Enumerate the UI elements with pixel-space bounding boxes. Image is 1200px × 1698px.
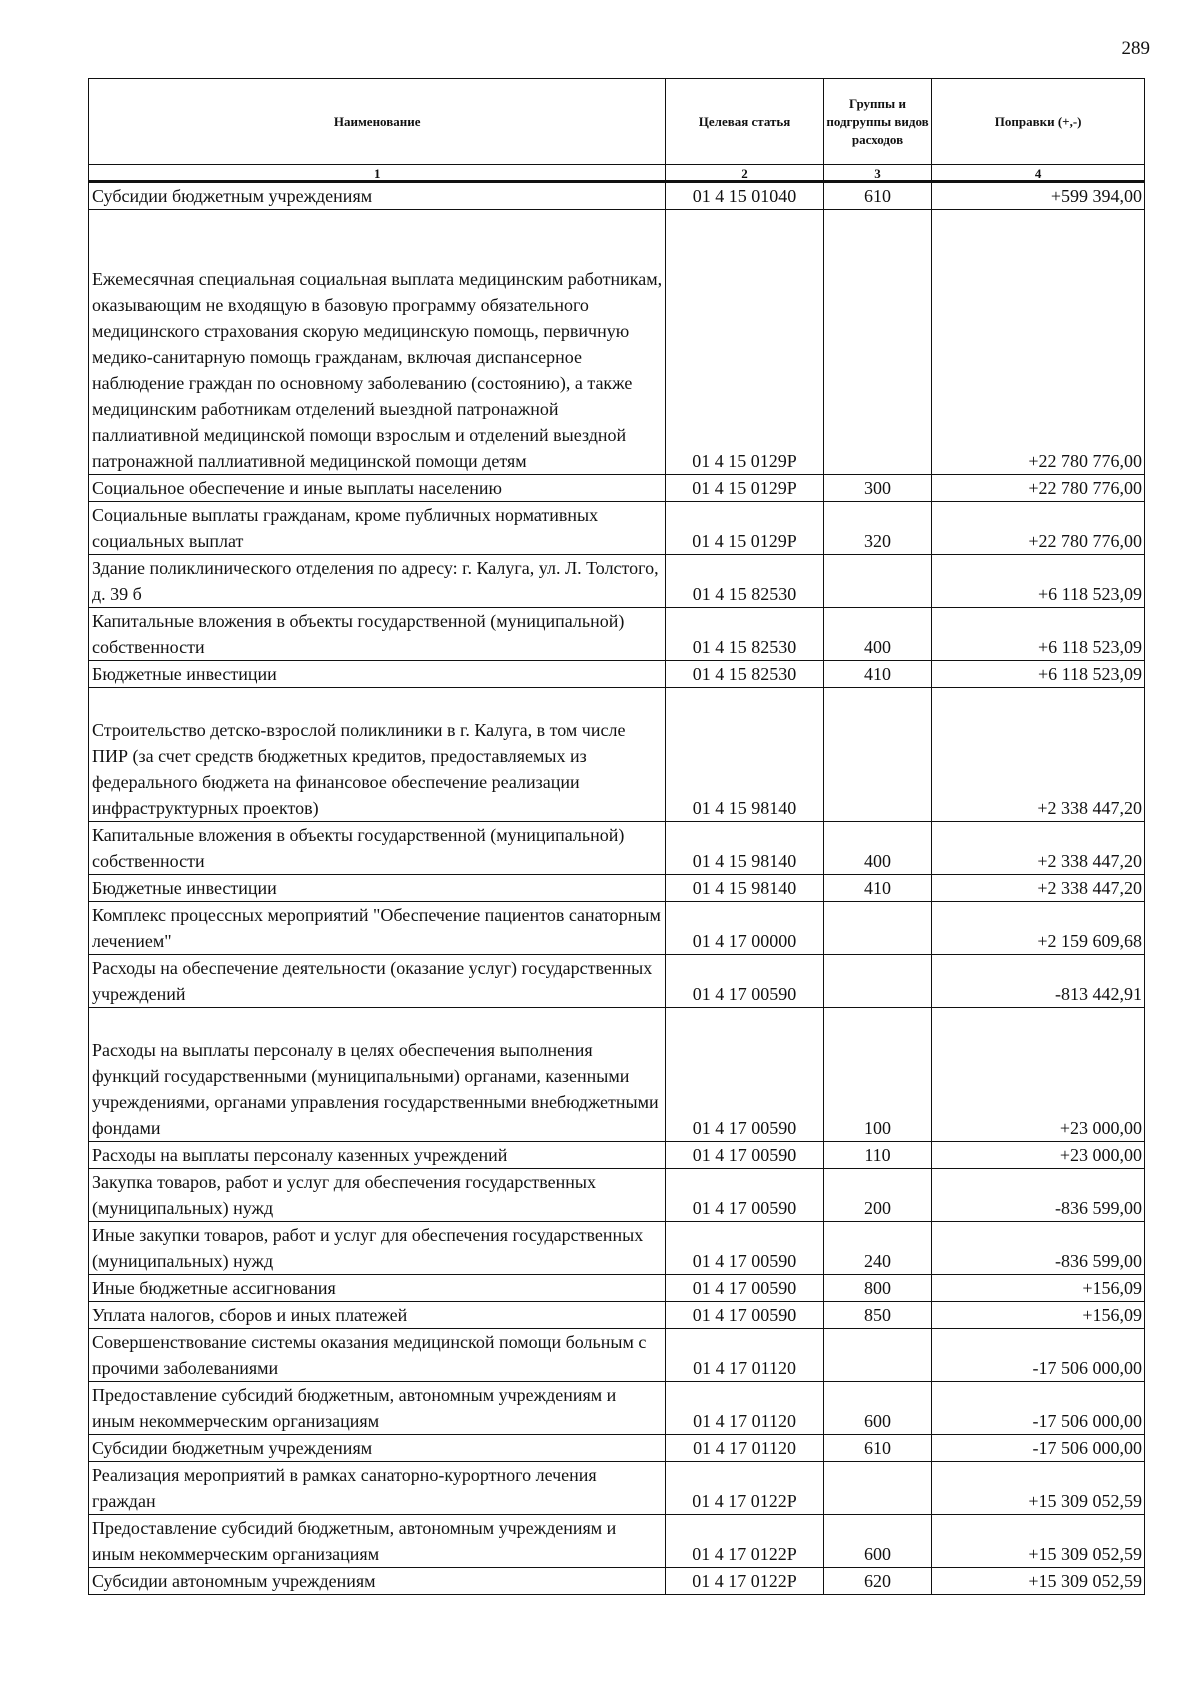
row-name: Иные бюджетные ассигнования [89,1275,666,1302]
row-target-code: 01 4 15 01040 [666,182,823,210]
row-name: Капитальные вложения в объекты государственной (муниципальной) собственности [89,608,666,661]
table-row [89,475,1145,502]
row-name: Реализация мероприятий в рамках санаторно-курортного лечения граждан [89,1462,666,1515]
row-amount: +23 000,00 [932,1142,1145,1169]
row-target-code: 01 4 17 0122Р [666,1568,823,1595]
row-name: Бюджетные инвестиции [89,661,666,688]
table-row [89,1302,1145,1329]
row-group-code: 240 [823,1222,932,1275]
table-row [89,1222,1145,1275]
row-group-code: 600 [823,1515,932,1568]
row-amount: -813 442,91 [932,955,1145,1008]
row-name: Субсидии автономным учреждениям [89,1568,666,1595]
header-target: Целевая статья [666,79,823,165]
row-group-code: 610 [823,1435,932,1462]
row-amount: -17 506 000,00 [932,1329,1145,1382]
row-name: Субсидии бюджетным учреждениям [89,1435,666,1462]
row-amount: +2 159 609,68 [932,902,1145,955]
row-group-code: 100 [823,1008,932,1142]
row-target-code: 01 4 17 00590 [666,955,823,1008]
row-group-code: 600 [823,1382,932,1435]
row-amount: +22 780 776,00 [932,210,1145,475]
row-group-code [823,555,932,608]
row-target-code: 01 4 15 98140 [666,875,823,902]
row-amount: +599 394,00 [932,182,1145,210]
table-header-row [89,79,1145,165]
page-number: 289 [1121,38,1150,59]
row-group-code: 800 [823,1275,932,1302]
column-number: 4 [932,165,1145,182]
row-amount: +6 118 523,09 [932,555,1145,608]
row-target-code: 01 4 15 82530 [666,661,823,688]
column-number-row [89,165,1145,182]
table-row [89,1568,1145,1595]
row-group-code [823,902,932,955]
row-amount: +23 000,00 [932,1008,1145,1142]
table-row [89,210,1145,475]
table-row [89,1142,1145,1169]
column-number: 3 [823,165,932,182]
row-group-code [823,1329,932,1382]
row-amount: +2 338 447,20 [932,688,1145,822]
row-name: Совершенствование системы оказания медицинской помощи больным с прочими заболеваниями [89,1329,666,1382]
row-group-code: 200 [823,1169,932,1222]
row-name: Иные закупки товаров, работ и услуг для обеспечения государственных (муниципальных) нужд [89,1222,666,1275]
row-amount: +156,09 [932,1275,1145,1302]
header-name: Наименование [89,79,666,165]
row-target-code: 01 4 17 00590 [666,1142,823,1169]
row-amount: -17 506 000,00 [932,1382,1145,1435]
column-number: 1 [89,165,666,182]
row-name: Социальные выплаты гражданам, кроме публичных нормативных социальных выплат [89,502,666,555]
table-row [89,555,1145,608]
header-group: Группы и подгруппы видов расходов [823,79,932,165]
row-name: Субсидии бюджетным учреждениям [89,182,666,210]
row-group-code: 110 [823,1142,932,1169]
row-amount: -836 599,00 [932,1222,1145,1275]
header-amount: Поправки (+,-) [932,79,1145,165]
row-target-code: 01 4 17 00590 [666,1222,823,1275]
table-row [89,1329,1145,1382]
row-target-code: 01 4 17 01120 [666,1435,823,1462]
row-amount: +2 338 447,20 [932,822,1145,875]
row-group-code: 410 [823,875,932,902]
row-amount: -836 599,00 [932,1169,1145,1222]
row-target-code: 01 4 17 00590 [666,1275,823,1302]
table-row [89,1008,1145,1142]
row-group-code: 410 [823,661,932,688]
row-name: Здание поликлинического отделения по адресу: г. Калуга, ул. Л. Толстого, д. 39 б [89,555,666,608]
row-target-code: 01 4 17 0122Р [666,1462,823,1515]
row-name: Предоставление субсидий бюджетным, автономным учреждениям и иным некоммерческим организациям [89,1382,666,1435]
row-target-code: 01 4 17 00000 [666,902,823,955]
row-name: Бюджетные инвестиции [89,875,666,902]
row-amount: +15 309 052,59 [932,1515,1145,1568]
row-target-code: 01 4 15 0129Р [666,502,823,555]
table-row [89,1462,1145,1515]
table-row [89,875,1145,902]
row-name: Строительство детско-взрослой поликлиники в г. Калуга, в том числе ПИР (за счет средств бюджетных кредитов, предоставляемых из федерального бюджета на финансовое обеспечение реализации инфраструктурных проектов) [89,688,666,822]
row-amount: +2 338 447,20 [932,875,1145,902]
row-target-code: 01 4 17 01120 [666,1382,823,1435]
row-target-code: 01 4 15 98140 [666,822,823,875]
row-target-code: 01 4 17 00590 [666,1169,823,1222]
row-group-code: 620 [823,1568,932,1595]
column-number: 2 [666,165,823,182]
row-name: Социальное обеспечение и иные выплаты населению [89,475,666,502]
row-amount: -17 506 000,00 [932,1435,1145,1462]
row-target-code: 01 4 17 00590 [666,1008,823,1142]
table-row [89,182,1145,210]
row-name: Уплата налогов, сборов и иных платежей [89,1302,666,1329]
row-name: Расходы на обеспечение деятельности (оказание услуг) государственных учреждений [89,955,666,1008]
row-name: Ежемесячная специальная социальная выплата медицинским работникам, оказывающим не входящую в базовую программу обязательного медицинского страхования скорую медицинскую помощь, первичную медико-санитарную помощь гражданам, включая диспансерное наблюдение граждан по основному заболеванию (состоянию), а также медицинским работникам отделений выездной патронажной паллиативной медицинской помощи взрослым и отделений выездной патронажной паллиативной медицинской помощи детям [89,210,666,475]
table-row [89,502,1145,555]
row-name: Комплекс процессных мероприятий "Обеспечение пациентов санаторным лечением" [89,902,666,955]
table-row [89,955,1145,1008]
row-group-code: 400 [823,822,932,875]
row-target-code: 01 4 15 82530 [666,555,823,608]
row-name: Закупка товаров, работ и услуг для обеспечения государственных (муниципальных) нужд [89,1169,666,1222]
row-group-code [823,210,932,475]
row-amount: +15 309 052,59 [932,1568,1145,1595]
table-row [89,822,1145,875]
table-row [89,902,1145,955]
table-row [89,1382,1145,1435]
row-target-code: 01 4 15 82530 [666,608,823,661]
row-name: Капитальные вложения в объекты государственной (муниципальной) собственности [89,822,666,875]
table-row [89,1515,1145,1568]
row-amount: +6 118 523,09 [932,661,1145,688]
row-group-code: 850 [823,1302,932,1329]
budget-table [88,78,1145,1595]
row-group-code [823,688,932,822]
row-name: Расходы на выплаты персоналу в целях обеспечения выполнения функций государственными (муниципальными) органами, казенными учреждениями, органами управления государственными внебюджетными фондами [89,1008,666,1142]
table-row [89,1169,1145,1222]
table-row [89,688,1145,822]
row-name: Расходы на выплаты персоналу казенных учреждений [89,1142,666,1169]
row-group-code [823,955,932,1008]
row-group-code: 320 [823,502,932,555]
row-name: Предоставление субсидий бюджетным, автономным учреждениям и иным некоммерческим организациям [89,1515,666,1568]
row-target-code: 01 4 17 01120 [666,1329,823,1382]
row-group-code: 610 [823,182,932,210]
table-row [89,608,1145,661]
row-amount: +22 780 776,00 [932,475,1145,502]
row-group-code [823,1462,932,1515]
row-target-code: 01 4 15 98140 [666,688,823,822]
row-amount: +22 780 776,00 [932,502,1145,555]
table-row [89,661,1145,688]
row-group-code: 400 [823,608,932,661]
row-target-code: 01 4 17 0122Р [666,1515,823,1568]
row-amount: +6 118 523,09 [932,608,1145,661]
table-row [89,1275,1145,1302]
row-amount: +15 309 052,59 [932,1462,1145,1515]
row-target-code: 01 4 15 0129Р [666,210,823,475]
row-target-code: 01 4 15 0129Р [666,475,823,502]
row-amount: +156,09 [932,1302,1145,1329]
table-row [89,1435,1145,1462]
row-target-code: 01 4 17 00590 [666,1302,823,1329]
row-group-code: 300 [823,475,932,502]
